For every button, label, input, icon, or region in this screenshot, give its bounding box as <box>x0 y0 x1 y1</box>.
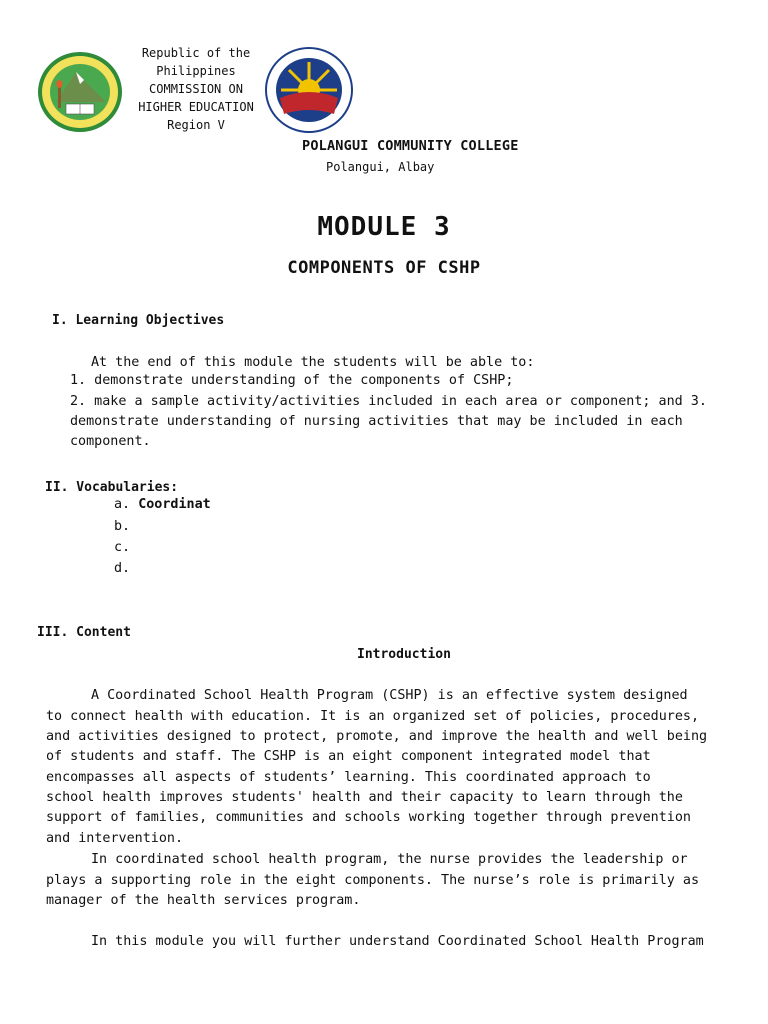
header-line: Republic of the <box>141 46 251 60</box>
vocab-letter: d. <box>114 561 131 576</box>
paragraph-line: encompasses all aspects of students’ learning. This coordinated approach to <box>46 770 651 785</box>
paragraph-line: In coordinated school health program, the nurse provides the leadership or <box>91 852 688 867</box>
vocab-item <box>114 540 130 555</box>
header-text-block <box>128 44 264 134</box>
objective-line: demonstrate understanding of nursing activities that may be included in each <box>70 414 683 429</box>
objective-line: 2. make a sample activity/activities included in each area or component; and 3. <box>70 394 707 409</box>
header-line: Region V <box>167 118 225 132</box>
paragraph-line: of students and staff. The CSHP is an eight component integrated model that <box>46 749 651 764</box>
vocab-term: Coordinat <box>138 497 211 512</box>
module-subtitle: COMPONENTS OF CSHP <box>287 258 481 278</box>
objective-line: component. <box>70 434 151 449</box>
vocab-letter: a. <box>114 497 131 512</box>
college-town: Polangui, Albay <box>326 160 435 174</box>
vocab-letter: b. <box>114 519 131 534</box>
objective-line: At the end of this module the students will be able to: <box>91 355 535 370</box>
college-name: POLANGUI COMMUNITY COLLEGE <box>302 138 519 154</box>
paragraph-line: and activities designed to protect, promote, and improve the health and well being <box>46 729 708 744</box>
module-title: MODULE 3 <box>317 212 451 242</box>
header-line: COMMISSION ON <box>149 82 243 96</box>
paragraph-line: support of families, communities and schools working together through prevention <box>46 810 691 825</box>
paragraph-line: and intervention. <box>46 831 184 846</box>
paragraph-line: In this module you will further understand Coordinated School Health Program <box>91 934 704 949</box>
content-heading: III. Content <box>37 625 131 640</box>
paragraph-line: school health improves students' health and their capacity to learn through the <box>46 790 683 805</box>
objectives-heading: I. Learning Objectives <box>52 313 225 328</box>
vocab-item <box>114 561 130 576</box>
ched-seal-logo <box>264 46 354 134</box>
vocab-item <box>114 497 211 512</box>
header-line: Philippines <box>156 64 236 78</box>
paragraph-line: to connect health with education. It is an organized set of policies, procedures, <box>46 709 700 724</box>
vocab-heading: II. Vocabularies: <box>45 480 179 495</box>
college-seal-logo <box>36 50 124 134</box>
paragraph-line: plays a supporting role in the eight components. The nurse’s role is primarily as <box>46 873 700 888</box>
vocab-item <box>114 519 130 534</box>
objective-line: 1. demonstrate understanding of the components of CSHP; <box>70 373 514 388</box>
paragraph-line: manager of the health services program. <box>46 893 361 908</box>
paragraph-line: A Coordinated School Health Program (CSHP) is an effective system designed <box>91 688 688 703</box>
header-line: HIGHER EDUCATION <box>138 100 254 114</box>
vocab-letter: c. <box>114 540 131 555</box>
introduction-heading: Introduction <box>357 647 451 662</box>
